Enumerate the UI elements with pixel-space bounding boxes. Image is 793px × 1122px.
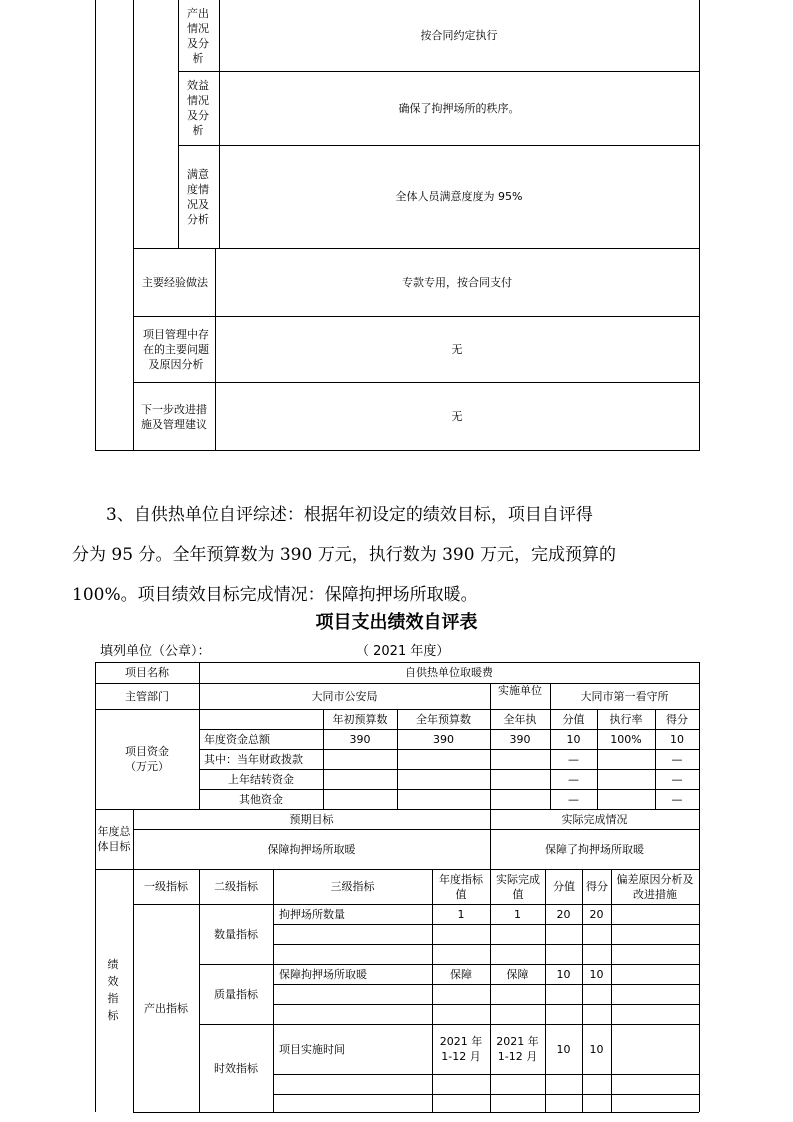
row-value-satisfaction: 全体人员满意度度为 95% xyxy=(395,190,523,203)
funds-header-got: 得分 xyxy=(666,712,688,726)
level2-quality: 质量指标 xyxy=(214,987,258,1001)
funds-label-text: 项目资金（万元） xyxy=(125,745,169,773)
perf-header-level1: 一级指标 xyxy=(144,880,188,893)
funds-cell: 100% xyxy=(610,732,642,746)
funds-header-score: 分值 xyxy=(562,712,585,726)
funds-cell: — xyxy=(671,792,683,806)
perf-header-level2: 二级指标 xyxy=(214,880,258,893)
summary-line-2: 分为 95 分。全年预算数为 390 万元，执行数为 390 万元，完成预算的 xyxy=(72,545,616,565)
quantity-indicator-name: 拘押场所数量 xyxy=(279,907,345,921)
quality-score: 10 xyxy=(556,967,571,981)
dept-label: 主管部门 xyxy=(125,689,169,703)
perf-header-level3: 三级指标 xyxy=(330,880,375,893)
perf-label-text: 绩效指标 xyxy=(107,958,119,1022)
funds-row-total-label: 年度资金总额 xyxy=(204,732,270,746)
funds-row-appropriation-label: 其中：当年财政拨款 xyxy=(204,752,303,766)
project-name-label: 项目名称 xyxy=(125,666,169,679)
year-label: （ 2021 年度） xyxy=(356,644,450,659)
project-name-value: 自供热单位取暖费 xyxy=(405,666,493,679)
row-label-improvement: 下一步改进措施及管理建议 xyxy=(141,402,207,431)
row-label-experience: 主要经验做法 xyxy=(142,276,208,289)
quantity-got: 20 xyxy=(589,907,604,921)
funds-header-rate: 执行率 xyxy=(609,712,643,726)
funds-cell: — xyxy=(568,792,579,806)
impl-unit-value: 大同市第一看守所 xyxy=(580,689,669,703)
funds-header-initial: 年初预算数 xyxy=(332,712,388,726)
timeliness-indicator-name: 项目实施时间 xyxy=(279,1042,345,1056)
quality-got: 10 xyxy=(589,967,604,981)
timeliness-score: 10 xyxy=(556,1042,571,1056)
quantity-target: 1 xyxy=(457,907,465,921)
quantity-score: 20 xyxy=(556,907,571,921)
funds-cell: 390 xyxy=(349,732,371,746)
row-label-benefit: 效益情况及分析 xyxy=(187,79,209,137)
row-label-output: 产出情况及分析 xyxy=(187,7,209,65)
funds-row-carryover-label: 上年结转资金 xyxy=(228,772,294,786)
funds-cell: — xyxy=(671,772,683,786)
level2-timeliness: 时效指标 xyxy=(214,1061,258,1075)
expected-goal-value: 保障拘押场所取暖 xyxy=(267,842,356,856)
row-value-benefit: 确保了拘押场所的秩序。 xyxy=(398,101,520,115)
row-label-satisfaction: 满意度情况及分析 xyxy=(187,168,209,226)
quality-actual: 保障 xyxy=(506,967,529,981)
perf-header-score: 分值 xyxy=(553,880,575,893)
funds-cell: 390 xyxy=(509,732,531,746)
actual-goal-value: 保障了拘押场所取暖 xyxy=(545,842,644,856)
annual-goal-label: 年度总体目标 xyxy=(97,825,131,853)
quantity-actual: 1 xyxy=(514,907,521,921)
perf-header-target: 年度指标值 xyxy=(439,872,483,901)
funds-header-executed: 全年执 xyxy=(503,712,537,726)
dept-value: 大同市公安局 xyxy=(311,689,378,703)
quality-indicator-name: 保障拘押场所取暖 xyxy=(279,967,367,981)
funds-label xyxy=(95,709,199,809)
row-value-experience: 专款专用，按合同支付 xyxy=(402,276,512,289)
form-title: 项目支出绩效自评表 xyxy=(315,612,478,633)
funds-header-full-year: 全年预算数 xyxy=(416,712,471,726)
timeliness-actual: 2021 年 1-12 月 xyxy=(496,1035,539,1063)
quality-target: 保障 xyxy=(450,967,472,981)
fill-unit-label: 填列单位（公章）： xyxy=(100,644,211,659)
funds-cell: 10 xyxy=(566,732,581,746)
row-value-improvement: 无 xyxy=(451,410,463,423)
row-value-problems: 无 xyxy=(451,343,463,356)
perf-header-deviation: 偏差原因分析及改进措施 xyxy=(616,872,694,901)
summary-line-1: 3、自供热单位自评综述：根据年初设定的绩效目标，项目自评得 xyxy=(106,505,593,525)
funds-cell: — xyxy=(568,752,579,766)
perf-header-actual: 实际完成值 xyxy=(496,872,540,901)
summary-line-3: 100%。项目绩效目标完成情况：保障拘押场所取暖。 xyxy=(72,585,478,605)
impl-unit-label: 实施单位 xyxy=(498,684,542,697)
perf-header-got: 得分 xyxy=(586,880,608,893)
level2-quantity: 数量指标 xyxy=(214,927,258,941)
row-label-problems: 项目管理中存在的主要问题及原因分析 xyxy=(143,328,209,371)
funds-cell: 10 xyxy=(670,732,684,746)
timeliness-got: 10 xyxy=(589,1042,604,1056)
actual-label: 实际完成情况 xyxy=(561,812,628,826)
funds-cell: — xyxy=(568,772,579,786)
row-value-output: 按合同约定执行 xyxy=(420,29,498,42)
timeliness-target: 2021 年 1-12 月 xyxy=(439,1035,483,1063)
funds-row-other-label: 其他资金 xyxy=(239,792,283,806)
funds-cell: 390 xyxy=(433,732,454,746)
perf-label xyxy=(104,950,122,1030)
level1-output: 产出指标 xyxy=(144,1001,188,1015)
expected-goal-label: 预期目标 xyxy=(289,812,334,826)
funds-cell: — xyxy=(671,752,683,766)
